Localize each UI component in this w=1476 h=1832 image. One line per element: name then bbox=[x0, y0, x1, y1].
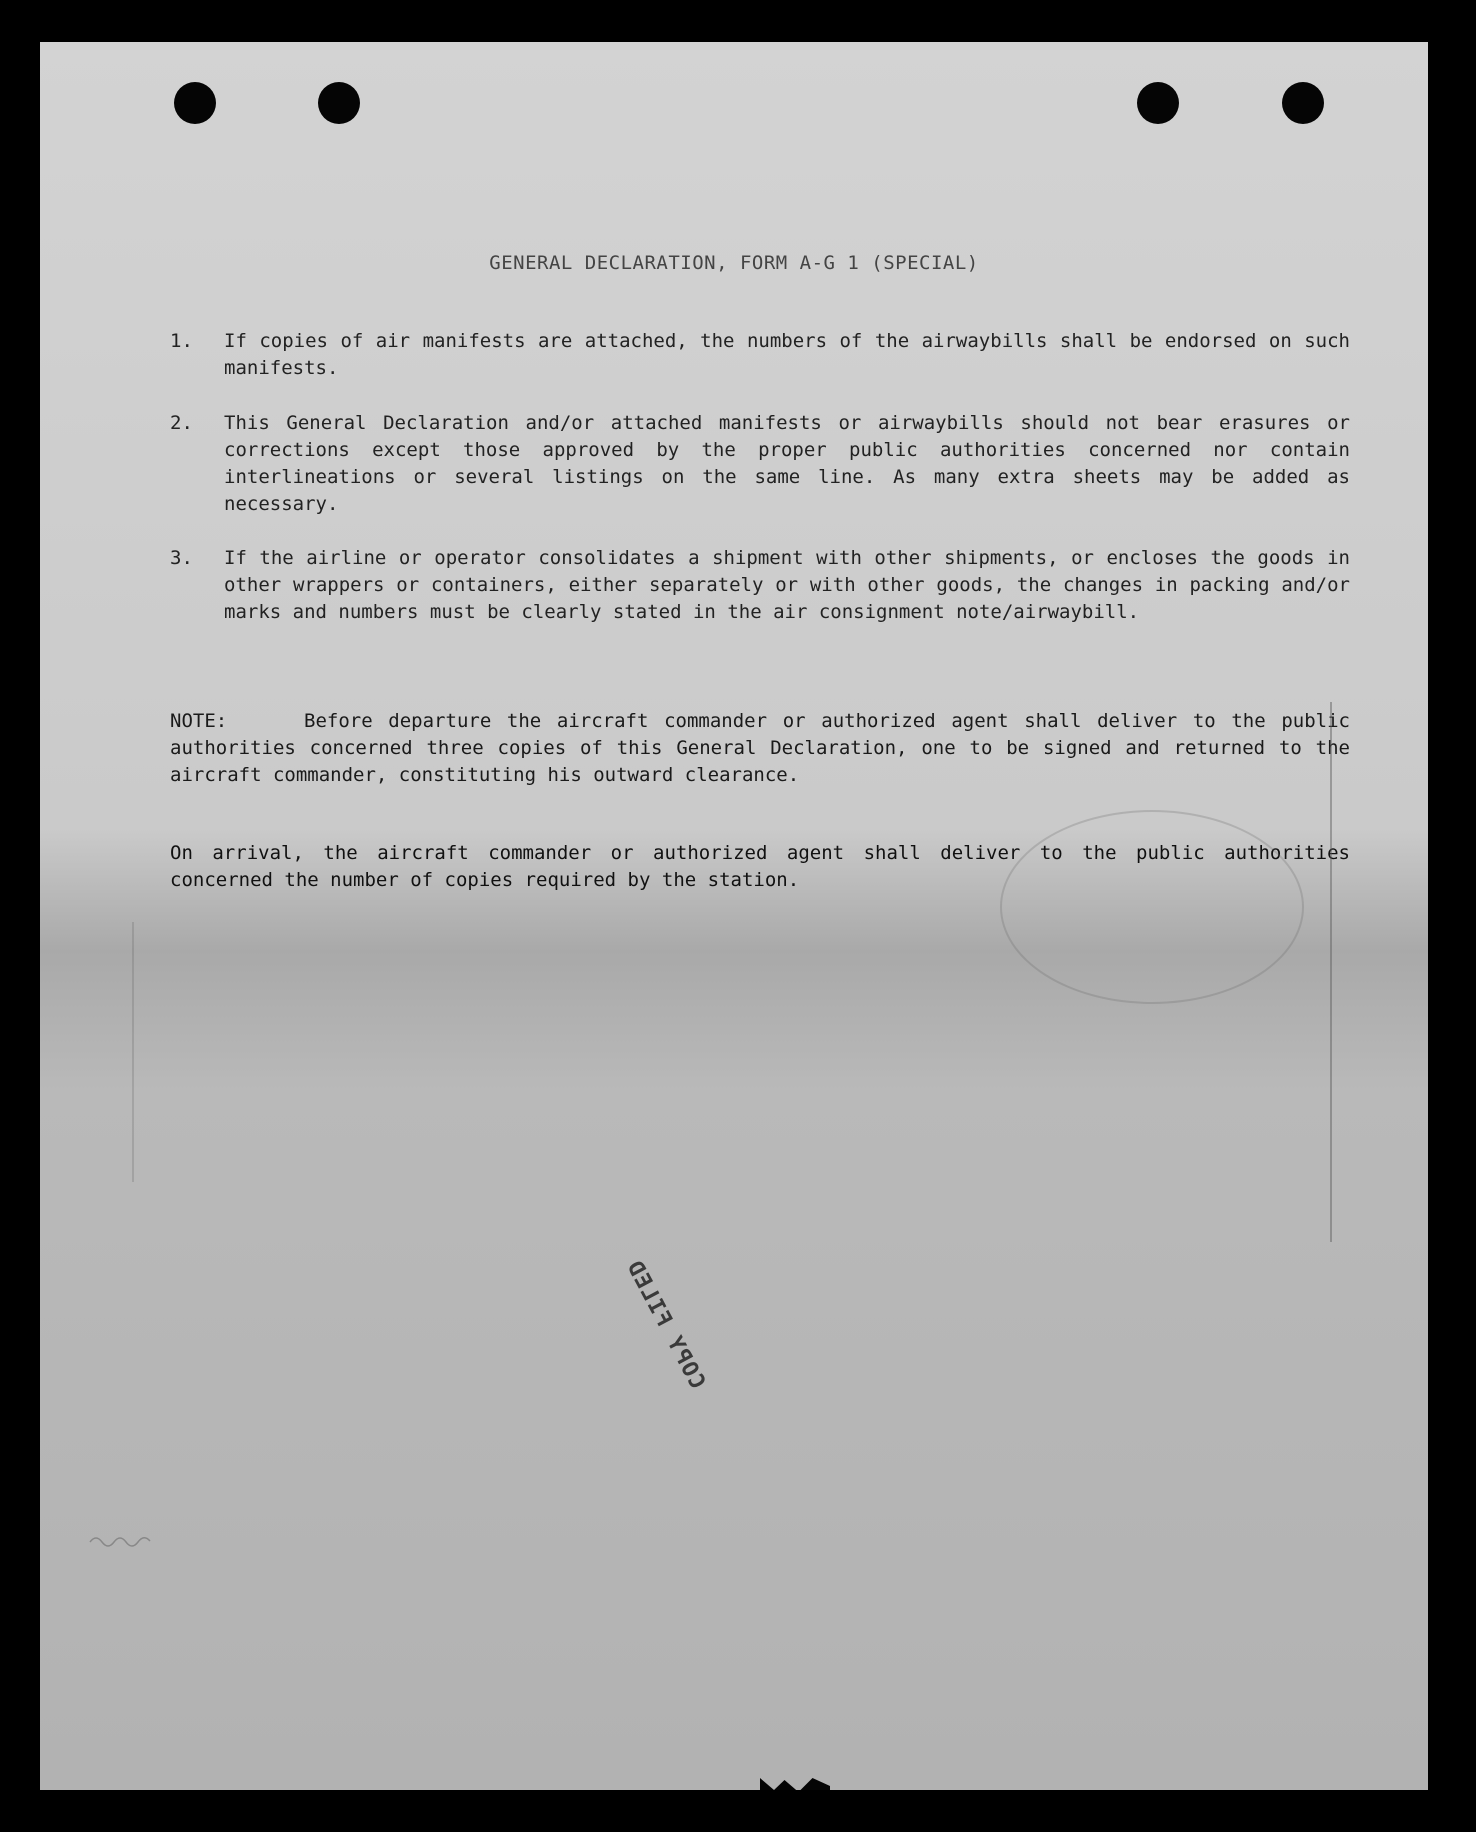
list-item-number: 2. bbox=[170, 412, 193, 434]
list-item-text: If copies of air manifests are attached, the numbers of the airwaybills shall be endorsed on such manifests. bbox=[224, 330, 1350, 379]
document-title: GENERAL DECLARATION, FORM A-G 1 (SPECIAL) bbox=[489, 252, 979, 274]
list-item-number: 3. bbox=[170, 547, 193, 569]
note-paragraph bbox=[170, 708, 1350, 789]
arrival-paragraph: On arrival, the aircraft commander or authorized agent shall deliver to the public authorities concerned the number of copies required by the station. bbox=[170, 842, 1350, 891]
punch-hole-right-1 bbox=[1137, 82, 1179, 124]
list-item-text: If the airline or operator consolidates a shipment with other shipments, or encloses the goods in other wrappers or containers, either separately or with other goods, the changes in packing and/or marks and numbers must be clearly stated in the air consignment note/airwaybill. bbox=[224, 547, 1350, 623]
stamp-text: COPY FILED bbox=[621, 1256, 710, 1394]
list-item-text: This General Declaration and/or attached manifests or airwaybills should not bear erasures or corrections except those approved by the proper public authorities concerned nor contain interlineations or several listings on the same line. As many extra sheets may be added as necessary. bbox=[224, 412, 1350, 515]
list-item-number: 1. bbox=[170, 330, 193, 352]
handwritten-mark bbox=[88, 1532, 158, 1550]
list-item-3 bbox=[170, 545, 1350, 626]
note-text: Before departure the aircraft commander or authorized agent shall deliver to the public authorities concerned three copies of this General Declaration, one to be signed and returned to the aircraft commander, constituting his outward clearance. bbox=[170, 710, 1350, 786]
punch-hole-left-1 bbox=[174, 82, 216, 124]
document-page bbox=[40, 42, 1428, 1790]
note-label: NOTE: bbox=[170, 710, 228, 732]
list-item-2 bbox=[170, 410, 1350, 518]
form-border-left bbox=[132, 922, 134, 1182]
punch-hole-right-2 bbox=[1282, 82, 1324, 124]
edge-tear bbox=[760, 1778, 830, 1790]
punch-hole-left-2 bbox=[318, 82, 360, 124]
form-border-right bbox=[1330, 702, 1332, 1242]
faded-stamp bbox=[1000, 810, 1304, 1004]
list-item-1 bbox=[170, 328, 1350, 382]
